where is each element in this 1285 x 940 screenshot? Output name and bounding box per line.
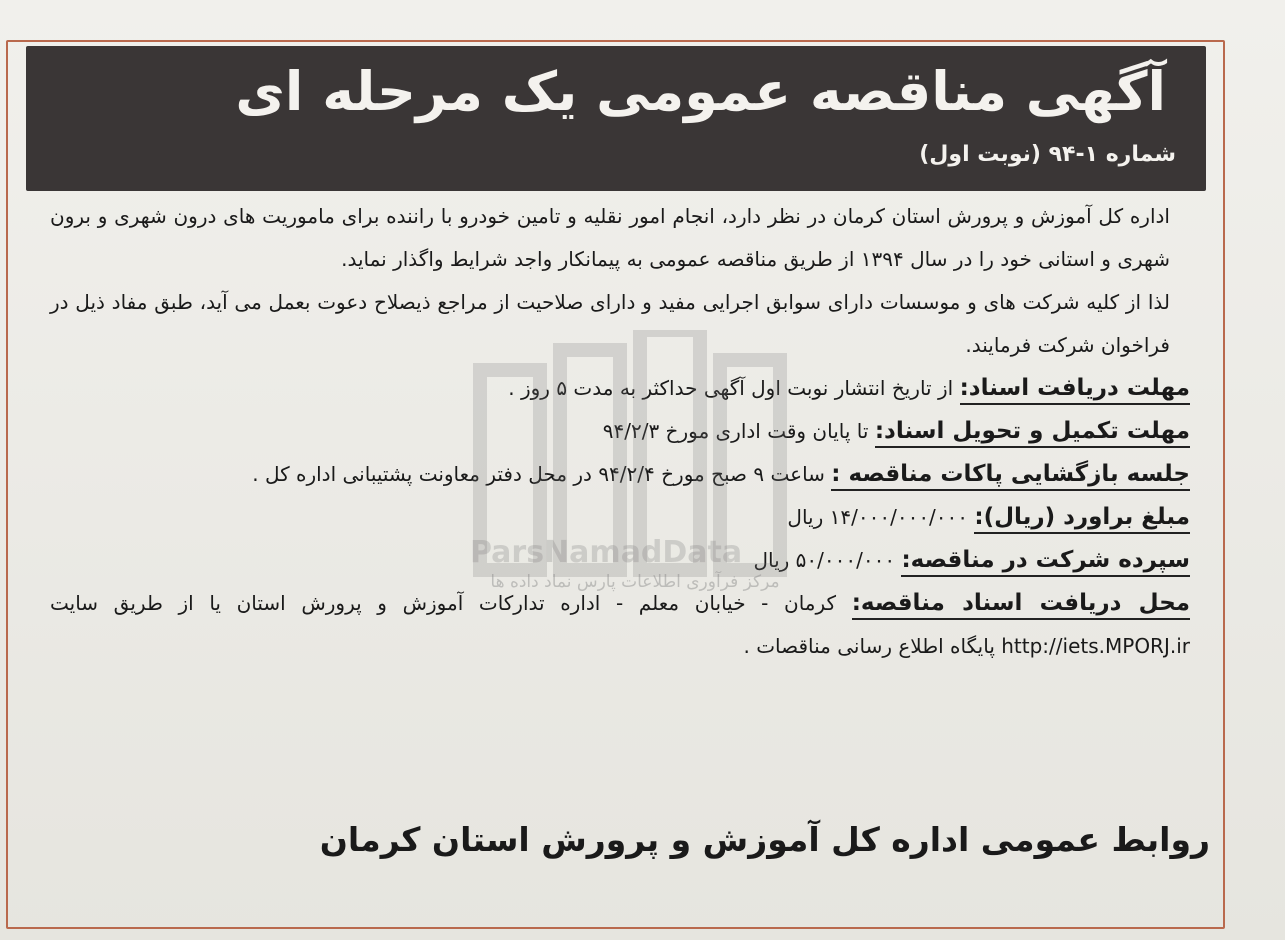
section-label: مهلت دریافت اسناد: xyxy=(960,375,1190,405)
section-value: تا پایان وقت اداری مورخ ۹۴/۲/۳ xyxy=(602,419,869,443)
website-prefix: یا از طریق سایت xyxy=(50,591,221,615)
ad-body xyxy=(50,195,1190,668)
section-label: مبلغ براورد (ریال): xyxy=(974,504,1190,534)
title-banner xyxy=(26,46,1206,191)
section-opening-session xyxy=(50,453,1190,496)
section-label: جلسه بازگشایی پاکات مناقصه : xyxy=(831,461,1190,491)
section-value: از تاریخ انتشار نوبت اول آگهی حداکثر به مدت ۵ روز . xyxy=(508,376,954,400)
watermark-text: ParsNamadData xyxy=(470,535,743,570)
section-value: ساعت ۹ صبح مورخ ۹۴/۲/۴ در محل دفتر معاونت پشتیبانی اداره کل . xyxy=(252,462,825,486)
section-value: ۱۴/۰۰۰/۰۰۰/۰۰۰ ریال xyxy=(787,505,969,529)
intro-paragraph-2: لذا از کلیه شرکت های و موسسات دارای سوابق اجرایی مفید و دارای صلاحیت از مراجع ذیصلاح دعوت بعمل می آید، طبق مفاد ذیل در فراخوان شرکت فرمایند. xyxy=(50,290,1170,357)
section-label: مهلت تکمیل و تحویل اسناد: xyxy=(875,418,1190,448)
website-suffix: پایگاه اطلاع رسانی مناقصات . xyxy=(743,634,995,658)
section-label: محل دریافت اسناد مناقصه: xyxy=(852,590,1190,620)
watermark-subtext: مرکز فرآوری اطلاعات پارس نماد داده ها xyxy=(490,572,780,592)
ad-title: آگهی مناقصه عمومی یک مرحله ای xyxy=(235,60,1166,123)
ad-number: شماره ۱-۹۴ (نوبت اول) xyxy=(919,142,1176,167)
section-deadline-receive xyxy=(50,367,1190,410)
website-url[interactable]: http://iets.MPORJ.ir xyxy=(1001,634,1190,658)
intro-paragraph-1: اداره کل آموزش و پرورش استان کرمان در نظر دارد، انجام امور نقلیه و تامین خودرو با راننده برای ماموریت های درون شهری و برون شهری و استانی خود را در سال ۱۳۹۴ از طریق مناقصه عمومی به پیمانکار واجد شرایط واگذار نماید. xyxy=(50,204,1170,271)
section-deadline-submit xyxy=(50,410,1190,453)
section-value: کرمان - خیابان معلم - اداره تدارکات آموزش و پرورش استان xyxy=(236,591,837,615)
section-label: سپرده شرکت در مناقصه: xyxy=(901,547,1190,577)
signature: روابط عمومی اداره کل آموزش و پرورش استان کرمان xyxy=(319,820,1210,859)
section-location xyxy=(50,582,1190,668)
section-value: ۵۰/۰۰۰/۰۰۰ ریال xyxy=(753,548,896,572)
ad-number-row xyxy=(56,142,1176,167)
section-estimate xyxy=(50,496,1190,539)
